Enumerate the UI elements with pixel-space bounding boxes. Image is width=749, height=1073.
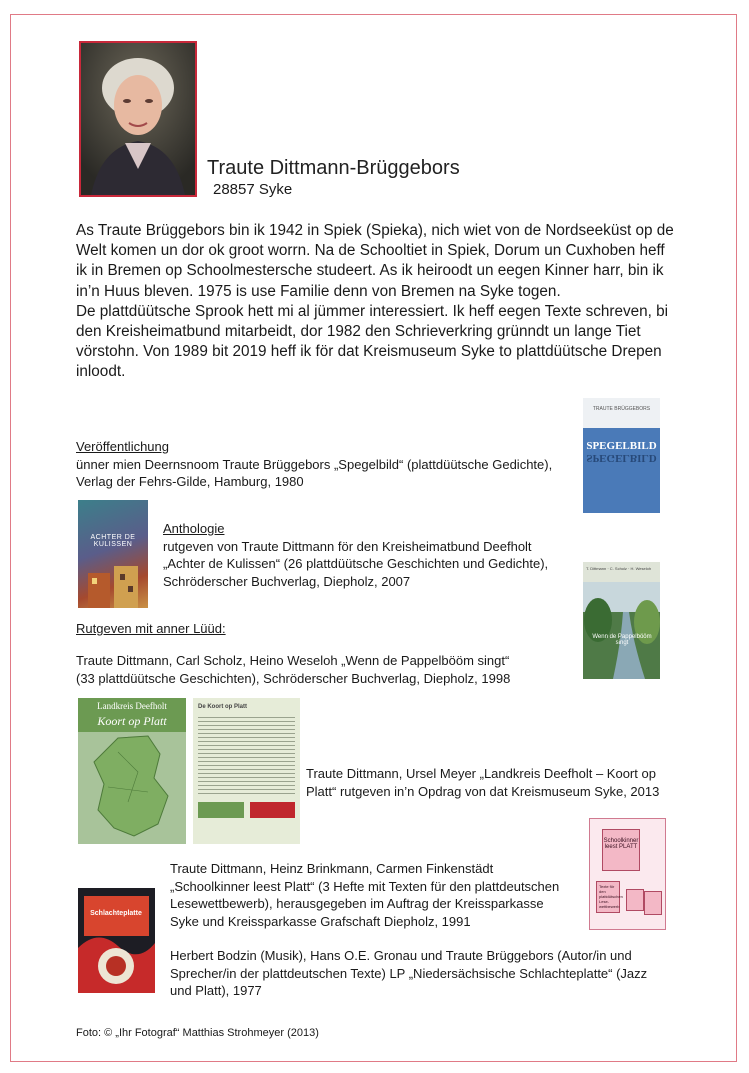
logo: [198, 802, 244, 818]
bio-paragraph-2: De plattdüütsche Sprook hett mi al jümmer interessiert. Ik heff eegen Texte schreven, bi den Kreisheimatbund mitarbeidt, dor 1982 den Schrieverkring grünndt un lange Tiet vörstohn. Von 1989 bit 2019 heff ik för dat Kreismuseum Syke to plattdüütsche Drepen inloodt.: [76, 302, 669, 381]
bio-paragraph-1: As Traute Brüggebors bin ik 1942 in Spiek (Spieka), nich wiet von de Nordseeküst op de Welt komen un dor ok groot worrn. Na de Schooltiet in Spiek, Dorum un Cuxhoben heff ik in Bremen op Schoolmestersche studeert. As ik heiroodt un eegen Kinner harr, bin ik in’n Huus bleven. 1975 is use Familie denn von Bremen na Syke togen.: [76, 222, 674, 300]
author-name: Traute Dittmann-Brüggebors: [207, 157, 460, 179]
cover-title-reflection: SPEGELBILD: [586, 452, 657, 464]
co-edition-line: und Platt), 1977: [170, 983, 262, 998]
publication-heading: Veröffentlichung: [76, 439, 169, 454]
cover-spegelbild: [583, 398, 660, 513]
co-edition-line: Syke und Kreissparkasse Grafschaft Diepholz, 1991: [170, 913, 471, 929]
co-edition-line: Traute Dittmann, Heinz Brinkmann, Carmen Finkenstädt: [170, 861, 494, 876]
publication-line: ünner mien Deernsnoom Traute Brüggebors „Spegelbild“ (plattdüütsche Gedichte),: [76, 456, 553, 472]
biography: [76, 221, 676, 383]
lp-title: Schlachteplatte: [90, 910, 142, 917]
cover-authors-text: T. Dittmann · C. Scholz · H. Weseloh: [586, 566, 652, 571]
co-edition-item: [306, 765, 706, 800]
map-title-2: Koort op Platt: [78, 714, 186, 732]
anthology-line: rutgeven von Traute Dittmann för den Kreisheimatbund Deefholt: [163, 538, 532, 554]
anthology-line: „Achter de Kulissen“ (26 plattdüütsche Geschichten und Gedichte),: [163, 556, 549, 571]
co-edition-line: Platt“ rutgeven in’n Opdrag von dat Kreismuseum Syke, 2013: [306, 783, 660, 799]
cover-title: Wenn de Pappelbööm singt: [592, 634, 652, 646]
map-back-text: [198, 714, 295, 796]
cover-authors: [583, 562, 660, 582]
publication-line: Verlag der Fehrs-Gilde, Hamburg, 1980: [76, 474, 304, 489]
river-photo: [583, 582, 660, 679]
cover-block: [626, 889, 644, 911]
co-edition-item: [170, 947, 660, 1000]
co-edition-line: Sprecher/in der plattdeutschen Texte) LP „Niedersächsische Schlachteplatte“ (Jazz: [170, 965, 648, 981]
author-portrait: [79, 41, 197, 197]
map-illustration: [78, 732, 186, 842]
cover-title: ACHTER DE KULISSEN: [90, 534, 136, 548]
cover-title: SPEGELBILD: [586, 440, 657, 452]
map-back-logos: [198, 802, 295, 818]
co-edition-line: Traute Dittmann, Ursel Meyer „Landkreis Deefholt – Koort op: [306, 766, 656, 781]
anthology-section: [163, 520, 583, 590]
publication-section: [76, 438, 576, 491]
co-edition-line: Herbert Bodzin (Musik), Hans O.E. Gronau und Traute Brüggebors (Autor/in und: [170, 948, 632, 963]
logo: [250, 802, 296, 818]
cover-schoolkinner: [589, 818, 666, 930]
lp-illustration: [78, 888, 155, 993]
co-edition-line: Traute Dittmann, Carl Scholz, Heino Weseloh „Wenn de Pappelbööm singt“: [76, 653, 510, 668]
cover-block: [644, 891, 662, 915]
photo-credit: Foto: © „Ihr Fotograf“ Matthias Strohmeyer (2013): [76, 1027, 319, 1039]
co-edition-line: (33 plattdüütsche Geschichten), Schröderscher Buchverlag, Diepholz, 1998: [76, 670, 511, 686]
cover-pappelboeoem: [583, 562, 660, 679]
cover-lp: [78, 888, 155, 993]
co-editions-heading: Rutgeven mit anner Lüüd:: [76, 621, 226, 636]
cover-map-back: [193, 698, 300, 844]
house-illustration: [78, 558, 148, 608]
co-edition-item: [76, 652, 576, 687]
co-edition-line: „Schoolkinner leest Platt“ (3 Hefte mit Texten für den plattdeutschen: [170, 878, 560, 894]
cover-title: Schoolkinner leest PLATT: [602, 829, 640, 871]
cover-subtitle: Texte för den plattdütschen Lese-wettbewerb: [596, 881, 620, 913]
anthology-heading: Anthologie: [163, 521, 225, 536]
map-back-title: De Koort op Platt: [198, 704, 247, 710]
map-title-1: Landkreis Deefholt: [78, 698, 186, 714]
cover-map: [78, 698, 186, 844]
anthology-line: Schröderscher Buchverlag, Diepholz, 2007: [163, 573, 411, 589]
cover-author: TRAUTE BRÜGGEBORS: [583, 398, 660, 428]
co-edition-line: Lesewettbewerb), herausgegeben im Auftrag der Kreissparkasse: [170, 896, 544, 911]
cover-kulissen: [78, 500, 148, 608]
co-edition-item: [170, 860, 590, 930]
author-place: 28857 Syke: [213, 181, 293, 198]
